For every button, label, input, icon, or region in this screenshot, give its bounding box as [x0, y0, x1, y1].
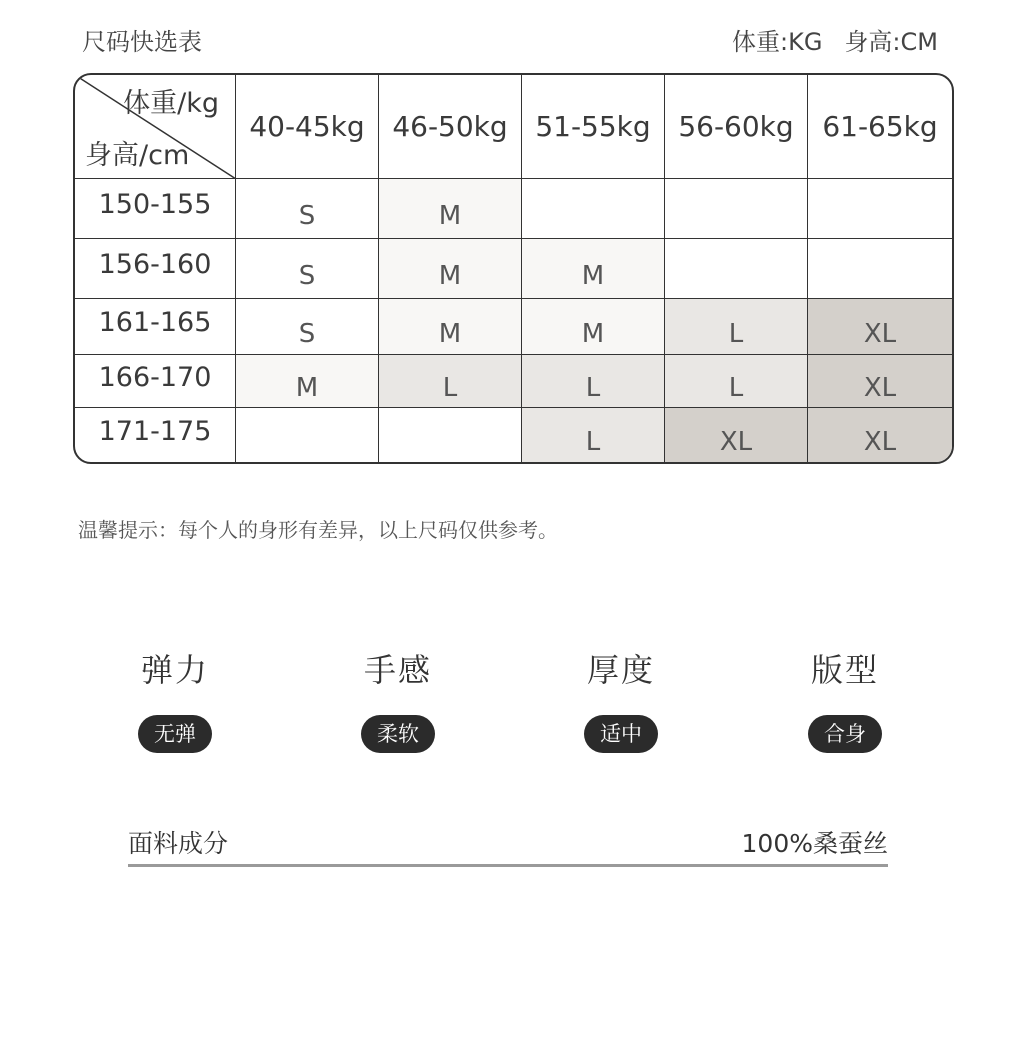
size-cell	[665, 239, 808, 299]
size-cell	[236, 408, 379, 462]
size-cell: XL	[808, 355, 952, 408]
fabric-composition-row	[128, 822, 888, 867]
feature-label: 手感	[363, 651, 432, 689]
size-cell: L	[379, 355, 522, 408]
size-cell: M	[522, 299, 665, 355]
size-tip-note: 温馨提示：每个人的身形有差异，以上尺码仅供参考。	[78, 518, 558, 542]
size-cell: M	[236, 355, 379, 408]
column-header: 56-60kg	[665, 75, 808, 179]
row-height-label: 161-165	[75, 299, 236, 355]
feature-elasticity	[105, 645, 245, 753]
size-cell: XL	[808, 408, 952, 462]
column-header: 61-65kg	[808, 75, 952, 179]
size-cell: M	[379, 299, 522, 355]
row-height-label: 150-155	[75, 179, 236, 239]
feature-value-badge: 合身	[808, 715, 882, 753]
table-corner	[75, 75, 236, 179]
size-cell: L	[522, 408, 665, 462]
size-cell: M	[379, 239, 522, 299]
corner-height-label: 身高/cm	[85, 140, 190, 171]
unit-height: 身高:CM	[844, 28, 938, 56]
feature-value-badge: 无弹	[138, 715, 212, 753]
size-cell: XL	[808, 299, 952, 355]
size-chart-title: 尺码快选表	[82, 28, 202, 56]
size-cell	[808, 239, 952, 299]
size-cell: M	[379, 179, 522, 239]
column-header: 46-50kg	[379, 75, 522, 179]
corner-weight-label: 体重/kg	[123, 88, 219, 119]
column-header: 40-45kg	[236, 75, 379, 179]
size-cell	[522, 179, 665, 239]
feature-fit	[775, 645, 915, 753]
row-height-label: 156-160	[75, 239, 236, 299]
feature-thickness	[551, 645, 691, 753]
size-cell: L	[522, 355, 665, 408]
feature-label: 厚度	[586, 651, 655, 689]
column-header: 51-55kg	[522, 75, 665, 179]
feature-label: 版型	[810, 651, 879, 689]
feature-value-badge: 柔软	[361, 715, 435, 753]
size-cell: S	[236, 299, 379, 355]
size-cell: L	[665, 299, 808, 355]
unit-legend	[710, 22, 938, 57]
feature-label: 弹力	[140, 651, 209, 689]
size-cell: S	[236, 239, 379, 299]
fabric-label: 面料成分	[128, 829, 229, 858]
size-cell	[808, 179, 952, 239]
size-cell: S	[236, 179, 379, 239]
size-cell	[379, 408, 522, 462]
size-cell	[665, 179, 808, 239]
feature-value-badge: 适中	[584, 715, 658, 753]
row-height-label: 166-170	[75, 355, 236, 408]
size-cell: L	[665, 355, 808, 408]
size-table	[73, 73, 954, 464]
unit-weight: 体重:KG	[732, 28, 823, 56]
fabric-value: 100%桑蚕丝	[741, 829, 888, 858]
row-height-label: 171-175	[75, 408, 236, 462]
size-cell: XL	[665, 408, 808, 462]
feature-hand-feel	[328, 645, 468, 753]
size-cell: M	[522, 239, 665, 299]
